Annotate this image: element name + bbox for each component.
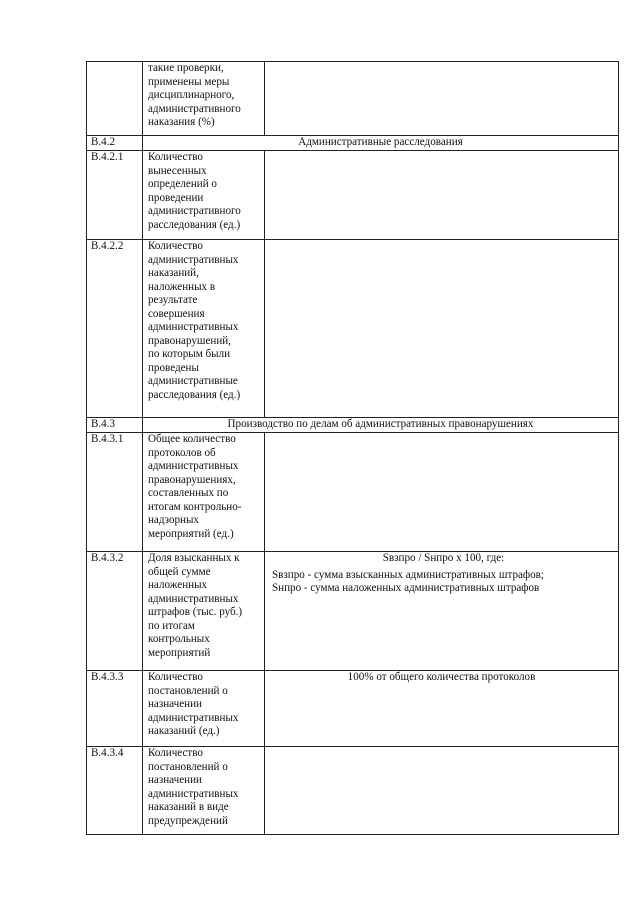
row-description: Количество вынесенных определений о проведении административного расследования (ед.) — [143, 151, 265, 240]
row-value: 100% от общего количества протоколов — [265, 671, 619, 747]
table-row — [87, 433, 619, 552]
row-code: В.4.3.2 — [87, 552, 143, 671]
table-row — [87, 747, 619, 835]
formula-cell — [265, 552, 619, 671]
table-row — [87, 552, 619, 671]
row-value — [265, 62, 619, 136]
section-title: Производство по делам об административных правонарушениях — [143, 418, 619, 433]
row-code: В.4.3.3 — [87, 671, 143, 747]
row-description: Количество постановлений о назначении административных наказаний в виде предупреждений — [143, 747, 265, 835]
row-description: Количество постановлений о назначении административных наказаний (ед.) — [143, 671, 265, 747]
row-value — [265, 747, 619, 835]
row-value — [265, 151, 619, 240]
row-code: В.4.3.1 — [87, 433, 143, 552]
formula-definition: Sвзпро - сумма взысканных административных штрафов; — [272, 568, 544, 581]
section-row — [87, 418, 619, 433]
row-code: В.4.2.2 — [87, 240, 143, 418]
row-code: В.4.2.1 — [87, 151, 143, 240]
row-value — [265, 240, 619, 418]
table-row — [87, 671, 619, 747]
indicator-table — [86, 61, 619, 835]
table-row — [87, 240, 619, 418]
row-description: Количество административных наказаний, наложенных в результате совершения административных правонарушений, по которым были проведены административные расследования (ед.) — [143, 240, 265, 418]
section-title: Административные расследования — [143, 136, 619, 151]
formula: Sвзпро / Sнпро x 100, где: — [382, 552, 505, 564]
table-row — [87, 151, 619, 240]
row-code — [87, 62, 143, 136]
row-code: В.4.3.4 — [87, 747, 143, 835]
section-row — [87, 136, 619, 151]
row-code: В.4.2 — [87, 136, 143, 151]
row-description: Общее количество протоколов об административных правонарушениях, составленных по итогам контрольно- надзорных мероприятий (ед.) — [143, 433, 265, 552]
row-value — [265, 433, 619, 552]
row-code: В.4.3 — [87, 418, 143, 433]
table-row — [87, 62, 619, 136]
formula-definition: Sнпро - сумма наложенных административных штрафов — [272, 582, 540, 595]
row-description: Доля взысканных к общей сумме наложенных административных штрафов (тыс. руб.) по итогам контрольных мероприятий — [143, 552, 265, 671]
row-description: такие проверки, применены меры дисциплинарного, административного наказания (%) — [143, 62, 265, 136]
